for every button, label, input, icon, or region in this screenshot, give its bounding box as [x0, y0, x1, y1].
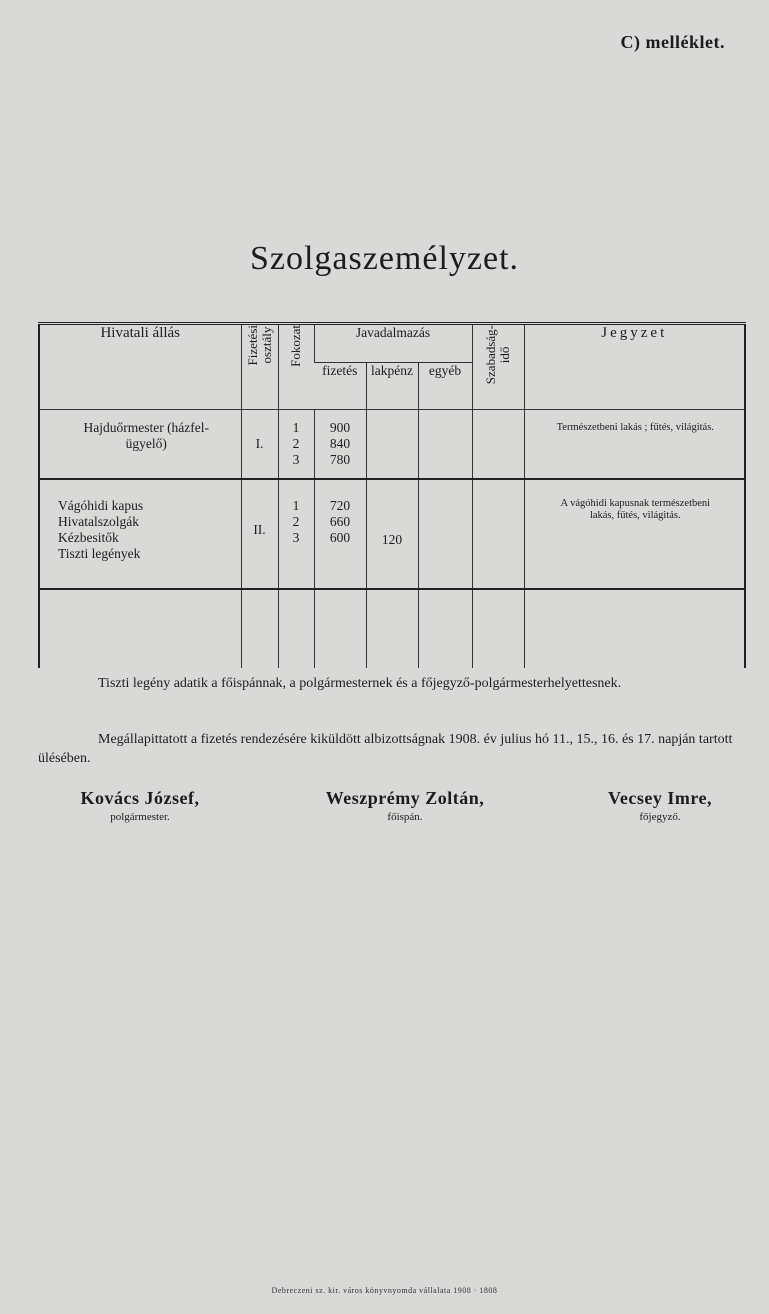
header-remuneration: Javadalmazás: [314, 324, 472, 363]
empty-cell: [366, 589, 418, 668]
header-salary: fizetés: [314, 363, 366, 410]
leave-cell: [472, 410, 524, 480]
empty-cell: [241, 589, 278, 668]
header-row: [39, 324, 745, 363]
empty-cell: [39, 589, 241, 668]
signature-lord-lieutenant: [290, 788, 520, 823]
empty-cell: [278, 589, 314, 668]
position-cell: Hajduőrmester (házfel- ügyelő): [39, 410, 241, 480]
note-cell: A vágóhidi kapusnak természetbeni lakás, fűtés, világitás.: [524, 479, 745, 589]
pay-class-cell: I.: [241, 410, 278, 480]
header-leave: Szabadság- idő: [472, 324, 524, 410]
signature-chief-notary: [560, 788, 760, 823]
blank-row: [39, 589, 745, 668]
other-cell: [418, 410, 472, 480]
housing-cell: [366, 410, 418, 480]
signature-mayor: [40, 788, 240, 823]
position-cell: Vágóhidi kapus Hivatalszolgák Kézbesitők Tiszti legények: [39, 479, 241, 589]
signature-role: főjegyző.: [639, 811, 681, 823]
header-pay-class: Fizetési osztály: [241, 324, 278, 410]
header-position: Hivatali állás: [39, 324, 241, 410]
signature-role: főispán.: [387, 811, 423, 823]
header-note: Jegyzet: [524, 324, 745, 410]
note-cell: Természetbeni lakás ; fűtés, világitás.: [524, 410, 745, 480]
header-housing: lakpénz: [366, 363, 418, 410]
annex-label: C) melléklet.: [620, 32, 725, 52]
signature-role: polgármester.: [110, 811, 170, 823]
empty-cell: [472, 589, 524, 668]
grade-cell: 1 2 3: [278, 410, 314, 480]
signature-name: Kovács József,: [80, 788, 200, 808]
housing-cell: 120: [366, 479, 418, 589]
header-other: egyéb: [418, 363, 472, 410]
grade-cell: 1 2 3: [278, 479, 314, 589]
signature-name: Weszprémy Zoltán,: [325, 788, 485, 808]
resolution-paragraph: Megállapittatott a fizetés rendezésére kiküldött albizottságnak 1908. év julius hó 11., 15., 16. és 17. napján tartott ülésében.: [38, 732, 733, 766]
other-cell: [418, 479, 472, 589]
salary-cell: 720 660 600: [314, 479, 366, 589]
signature-name: Vecsey Imre,: [608, 788, 712, 808]
leave-cell: [472, 479, 524, 589]
note-paragraph: Tiszti legény adatik a főispánnak, a polgármesternek és a főjegyző-polgármesterhelyettesnek.: [98, 676, 622, 691]
table-row: [39, 410, 745, 480]
empty-cell: [418, 589, 472, 668]
table-row: [39, 479, 745, 589]
printer-imprint: Debreczeni sz. kir. város könyvnyomda vállalata 1908 · 1808: [271, 1286, 498, 1295]
pay-class-cell: II.: [241, 479, 278, 589]
salary-cell: 900 840 780: [314, 410, 366, 480]
page-title: Szolgaszemélyzet.: [249, 240, 520, 277]
header-grade: Fokozat: [278, 324, 314, 410]
empty-cell: [524, 589, 745, 668]
staff-table: [38, 322, 746, 668]
empty-cell: [314, 589, 366, 668]
